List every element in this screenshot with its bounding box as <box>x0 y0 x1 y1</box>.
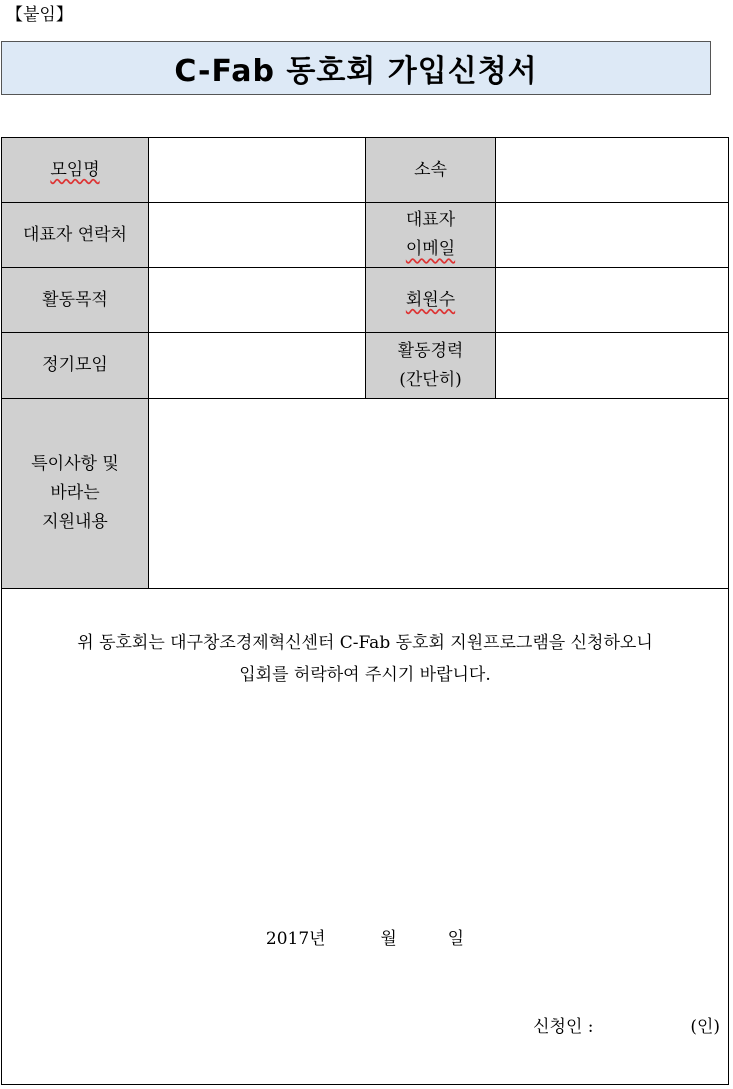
regular-meeting-field[interactable] <box>149 333 366 399</box>
form-row-statement <box>2 589 729 1085</box>
history-field[interactable] <box>496 333 729 399</box>
member-count-label: 회원수 <box>405 289 456 310</box>
club-name-field[interactable] <box>149 138 366 203</box>
purpose-field[interactable] <box>149 268 366 333</box>
date-month: 월 <box>380 929 397 949</box>
affiliation-label: 소속 <box>414 159 447 180</box>
history-label-cell <box>366 333 496 399</box>
date-line <box>2 925 728 954</box>
statement-cell <box>2 589 729 1085</box>
history-label-line1: 활동경력 <box>397 340 464 361</box>
seal-label: (인) <box>690 1017 720 1037</box>
regular-meeting-label: 정기모임 <box>42 355 108 375</box>
attachment-label: 【붙임】 <box>6 5 73 25</box>
form-title: C-Fab 동호회 가입신청서 <box>1 41 711 95</box>
form-row-meeting <box>2 333 729 399</box>
form-row-contact <box>2 203 729 268</box>
statement-line2: 입회를 허락하여 주시기 바랍니다. <box>239 665 491 685</box>
rep-email-label-line1: 대표자 <box>405 210 456 230</box>
notes-label-line2: 바라는 <box>50 483 100 503</box>
rep-contact-label-cell <box>2 203 149 268</box>
member-count-label-cell <box>366 268 496 333</box>
rep-contact-field[interactable] <box>149 203 366 268</box>
applicant-signature-line <box>533 1013 720 1042</box>
applicant-label: 신청인 : <box>533 1017 594 1037</box>
form-row-club-name <box>2 138 729 203</box>
member-count-field[interactable] <box>496 268 729 333</box>
form-row-notes <box>2 399 729 589</box>
history-label-line2: (간단히) <box>399 369 462 390</box>
purpose-label: 활동목적 <box>42 289 108 310</box>
club-name-label: 모임명 <box>50 159 100 180</box>
application-form-table <box>1 137 729 1085</box>
club-name-label-cell <box>2 138 149 203</box>
notes-label-cell <box>2 399 149 589</box>
affiliation-field[interactable] <box>496 138 729 203</box>
rep-contact-label: 대표자 연락처 <box>23 224 127 245</box>
date-day: 일 <box>447 929 465 949</box>
date-year: 2017년 <box>265 929 326 949</box>
rep-email-label-line2: 이메일 <box>405 239 456 259</box>
rep-email-field[interactable] <box>496 203 729 268</box>
rep-email-label-cell <box>366 203 496 268</box>
statement-text <box>2 627 728 691</box>
notes-field[interactable] <box>149 399 729 589</box>
purpose-label-cell <box>2 268 149 333</box>
form-row-purpose <box>2 268 729 333</box>
affiliation-label-cell <box>366 138 496 203</box>
statement-line1: 위 동호회는 대구창조경제혁신센터 C-Fab 동호회 지원프로그램을 신청하오니 <box>77 633 653 653</box>
regular-meeting-label-cell <box>2 333 149 399</box>
notes-label-line1: 특이사항 및 <box>31 454 119 474</box>
notes-label-line3: 지원내용 <box>42 512 108 532</box>
statement-body <box>2 589 728 1084</box>
